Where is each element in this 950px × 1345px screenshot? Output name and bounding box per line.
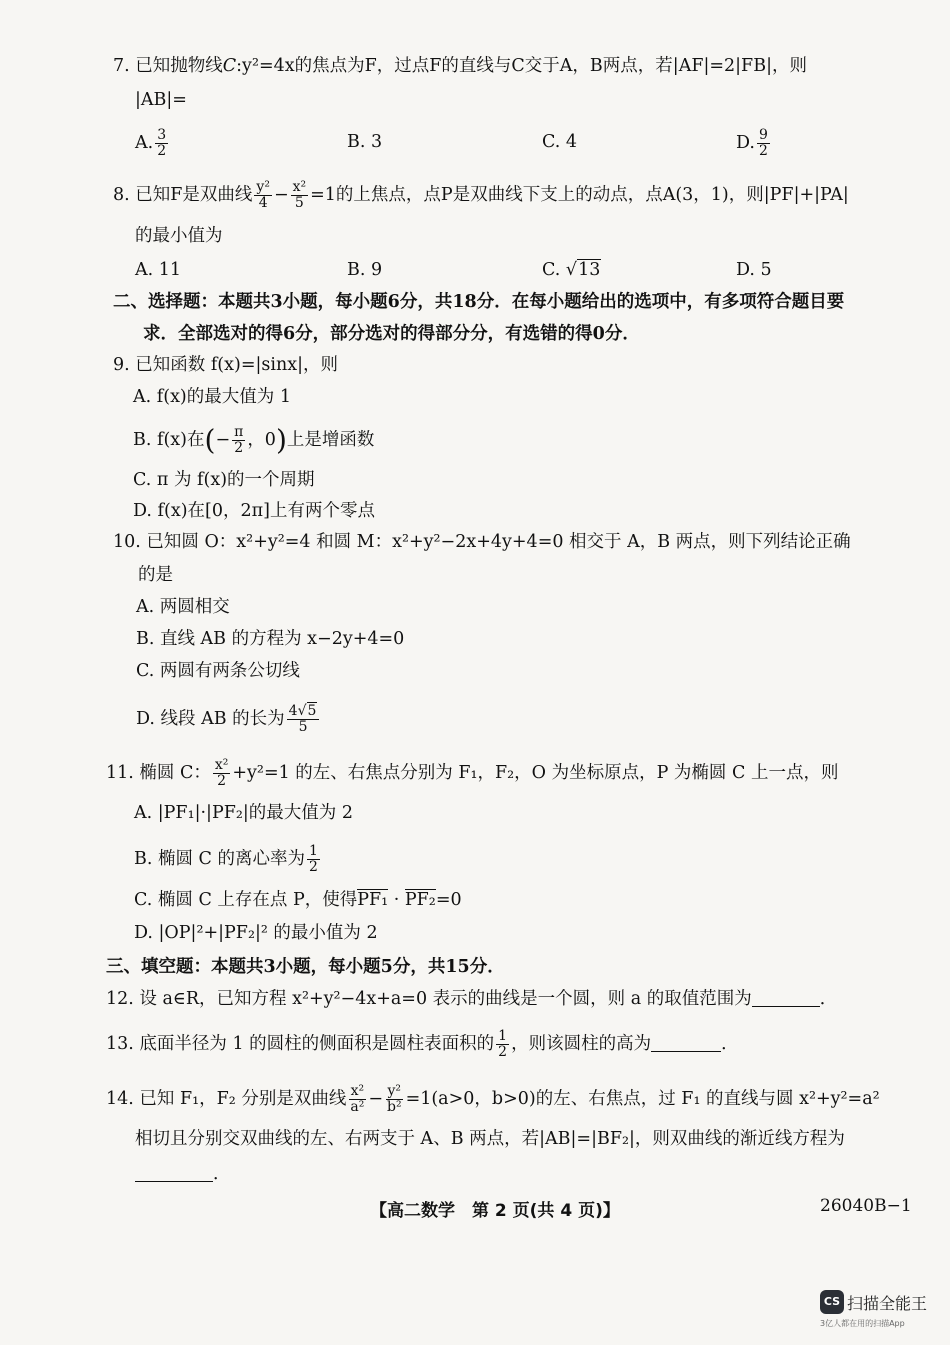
q9-option-c: C. π 为 f(x)的一个周期 (133, 470, 315, 490)
q9-b-tail: ，0 (247, 430, 276, 450)
q7-stem-line2: |AB|= (135, 90, 187, 110)
q8-frac1-num: y² (256, 179, 270, 195)
q7-curve-name: C (222, 56, 237, 76)
q9-b-num: π (234, 424, 244, 440)
q14-frac2-den: b² (386, 1099, 402, 1115)
q8-frac2 (291, 180, 309, 211)
q10-d-fraction (287, 704, 320, 735)
q10-d-den: 5 (298, 719, 308, 735)
q11-c-post: =0 (435, 890, 462, 910)
q13-answer-blank (651, 1050, 721, 1052)
q7-stem-line1 (113, 54, 807, 78)
q11-b-den: 2 (309, 859, 318, 875)
q7-d-label: D. (736, 133, 755, 153)
q8-c-radicand: 13 (578, 260, 601, 280)
q8-frac2-num: x² (292, 179, 307, 195)
q9-option-b (133, 425, 374, 456)
q11-option-c (134, 888, 462, 912)
q7-option-a (135, 128, 170, 159)
q10-d-num-coef: 4 (288, 703, 298, 719)
q14-line1 (106, 1084, 880, 1115)
q14-frac2-num: y² (387, 1083, 402, 1099)
q12-answer-blank (752, 1005, 820, 1007)
camscanner-logo-icon: CS (820, 1290, 844, 1314)
q10-d-pre: D. 线段 AB 的长为 (136, 709, 285, 729)
q11-stem-a: 11. 椭圆 C： (106, 763, 211, 783)
q8-option-d: D. 5 (736, 260, 772, 280)
q8-stem-b: =1的上焦点，点P是双曲线下支上的动点，点A(3，1)，则|PF|+|PA| (310, 185, 849, 205)
q14-answer-blank (135, 1180, 213, 1182)
q7-stem-a: 7. 已知抛物线 (113, 56, 223, 76)
q7-option-b: B. 3 (347, 132, 383, 152)
q14-pre: 14. 已知 F₁，F₂ 分别是双曲线 (106, 1089, 347, 1109)
q7-d-num: 9 (758, 127, 768, 143)
q9-b-pre: B. f(x)在 (133, 430, 205, 450)
q8-option-b: B. 9 (347, 260, 383, 280)
q8-minus: − (273, 185, 289, 205)
q11-frac-den: 2 (217, 773, 227, 789)
q7-option-d (736, 128, 772, 159)
q11-c-dot: · (388, 890, 405, 910)
q14-end: ． (213, 1164, 231, 1184)
q11-c-vector1: PF₁ (357, 890, 389, 910)
q11-frac-num: x² (214, 757, 229, 773)
q10-d-num-radicand: 5 (307, 703, 317, 719)
q14-line2: 相切且分别交双曲线的左、右两支于 A、B 两点，若|AB|=|BF₂|，则双曲线的渐近线方程为 (135, 1129, 845, 1149)
q9-b-paren-right: ) (275, 423, 287, 457)
q10-stem-line2: 的是 (138, 565, 173, 585)
q8-stem-line1 (113, 180, 849, 211)
section2-line1: 二、选择题：本题共3小题，每小题6分，共18分．在每小题给出的选项中，有多项符合题目要 (113, 292, 845, 312)
q11-b-fraction (307, 844, 320, 875)
q14-post: =1(a>0，b>0)的左、右焦点，过 F₁ 的直线与圆 x²+y²=a² (405, 1089, 880, 1109)
q7-a-label: A. (135, 133, 154, 153)
section2-line2: 求．全部选对的得6分，部分选对的得部分分，有选错的得0分． (143, 324, 640, 344)
q14-frac1 (348, 1084, 366, 1115)
q11-option-a: A. |PF₁|·|PF₂|的最大值为 2 (134, 803, 353, 823)
page-footer: 【高二数学 第 2 页(共 4 页)】 (370, 1201, 620, 1221)
q13-num: 1 (498, 1028, 508, 1044)
q12-end: ． (819, 989, 838, 1009)
q13-pre: 13. 底面半径为 1 的圆柱的侧面积是圆柱表面积的 (106, 1034, 495, 1054)
q8-frac1 (254, 180, 272, 211)
q10-option-a: A. 两圆相交 (136, 597, 230, 617)
q8-stem-line2: 的最小值为 (135, 226, 223, 246)
q10-option-d (136, 704, 321, 735)
q12-text: 12. 设 a∈R，已知方程 x²+y²−4x+a=0 表示的曲线是一个圆，则 a 的取值范围为 (106, 989, 752, 1009)
q11-option-b (134, 844, 322, 875)
q13-line (106, 1029, 739, 1060)
q7-a-fraction (155, 128, 168, 159)
q11-c-pre: C. 椭圆 C 上存在点 P，使得 (134, 890, 358, 910)
q7-stem-b: 的焦点为F，过点F的直线与C交于A，B两点，若|AF|=2|FB|，则 (294, 56, 807, 76)
q8-c-label: C. (542, 260, 561, 280)
q13-end: ． (721, 1034, 739, 1054)
q11-fraction (213, 758, 231, 789)
exam-code: 26040B−1 (820, 1196, 912, 1216)
q7-d-fraction (757, 128, 770, 159)
q13-den: 2 (498, 1044, 508, 1060)
q8-option-a: A. 11 (135, 260, 182, 280)
q9-stem: 9. 已知函数 f(x)=|sinx|，则 (113, 355, 338, 375)
q9-b-paren-left: ( (204, 423, 216, 457)
q13-post: ，则该圆柱的高为 (511, 1034, 652, 1054)
q11-stem-b: +y²=1 的左、右焦点分别为 F₁，F₂，O 为坐标原点，P 为椭圆 C 上一点，则 (232, 763, 839, 783)
q11-c-vector2: PF₂ (404, 890, 436, 910)
q10-stem-line1: 10. 已知圆 O：x²+y²=4 和圆 M：x²+y²−2x+4y+4=0 相交于 A，B 两点，则下列结论正确 (113, 532, 851, 552)
scanner-watermark (820, 1290, 927, 1329)
section3-heading: 三、填空题：本题共3小题，每小题5分，共15分． (106, 957, 505, 977)
q8-frac1-den: 4 (258, 195, 268, 211)
q12-line (106, 987, 837, 1011)
watermark-slogan: 3亿人都在用的扫描App (820, 1319, 905, 1328)
q14-frac1-num: x² (350, 1083, 365, 1099)
q10-option-c: C. 两圆有两条公切线 (136, 661, 300, 681)
q14-frac2 (385, 1084, 404, 1115)
q11-option-d: D. |OP|²+|PF₂|² 的最小值为 2 (134, 923, 378, 943)
q9-option-d: D. f(x)在[0，2π]上有两个零点 (133, 501, 375, 521)
q7-d-den: 2 (758, 143, 768, 159)
q9-b-den: 2 (234, 440, 244, 456)
q11-b-pre: B. 椭圆 C 的离心率为 (134, 849, 306, 869)
q7-curve-eq: :y²=4x (236, 56, 295, 76)
q8-c-root-sign: √ (565, 260, 578, 280)
q11-b-num: 1 (309, 843, 318, 859)
q14-minus: − (368, 1089, 383, 1109)
q9-b-post: 上是增函数 (286, 430, 375, 450)
q7-a-num: 3 (157, 127, 167, 143)
q10-d-num-root-sign: √ (297, 703, 307, 719)
q10-option-b: B. 直线 AB 的方程为 x−2y+4=0 (136, 629, 405, 649)
q8-stem-a: 8. 已知F是双曲线 (113, 185, 253, 205)
q9-option-a: A. f(x)的最大值为 1 (133, 387, 291, 407)
q7-option-c: C. 4 (542, 132, 578, 152)
q8-option-c (542, 258, 601, 282)
q11-stem (106, 758, 838, 789)
watermark-brand: 扫描全能王 (847, 1293, 928, 1313)
q14-line3 (135, 1162, 231, 1186)
q10-d-num (287, 704, 320, 720)
q13-fraction (496, 1029, 509, 1060)
q9-b-fraction (232, 425, 245, 456)
q7-a-den: 2 (157, 143, 167, 159)
q9-b-minus: − (215, 430, 231, 450)
q8-frac2-den: 5 (294, 195, 304, 211)
q14-frac1-den: a² (350, 1099, 365, 1115)
